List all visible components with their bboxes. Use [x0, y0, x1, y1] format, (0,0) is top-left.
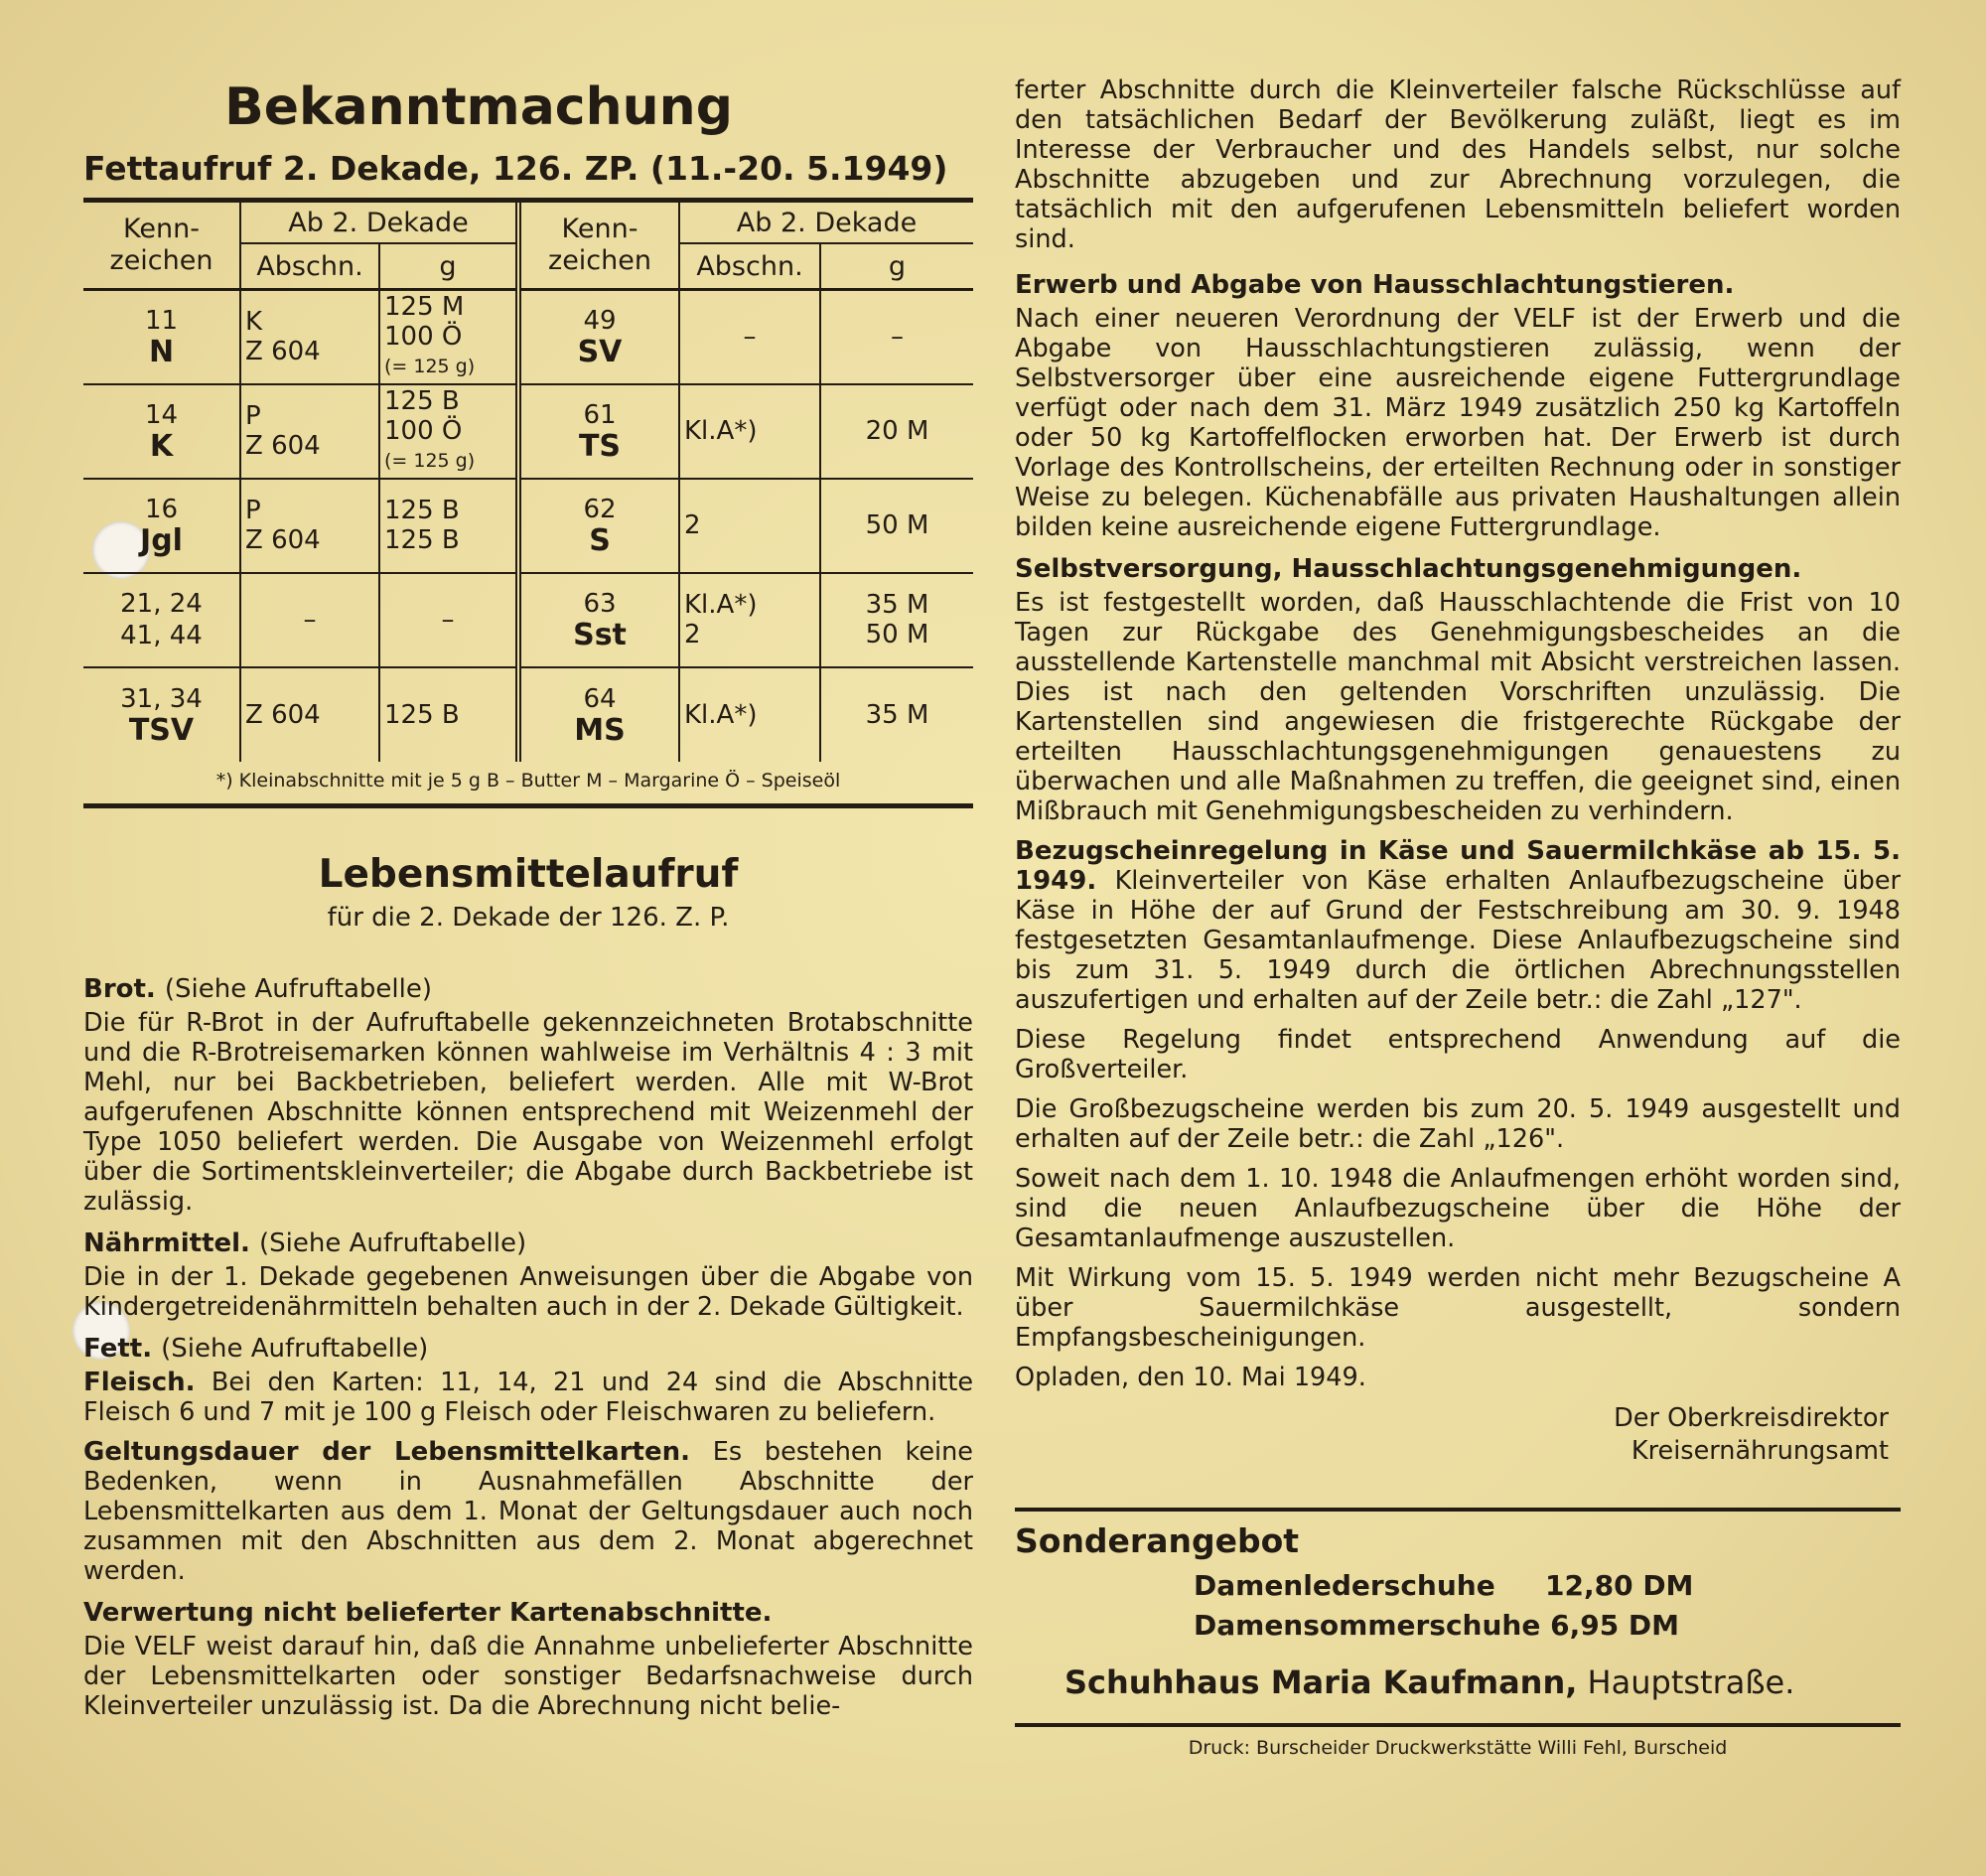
left-column: [83, 70, 973, 1731]
abschnitt-cell: P Z 604: [240, 384, 379, 479]
abschnitt-cell: Kl.A*): [679, 667, 820, 762]
table-row: [83, 384, 973, 479]
brot-heading: Brot. (Siehe Aufruftabelle): [83, 973, 432, 1004]
gram-cell: 125 B 125 B: [379, 479, 518, 573]
naehrmittel-paragraph: Die in der 1. Dekade gegebenen Anweisungen über die Abgabe von Kindergetreidenährmitteln behalten auch in der 2. Dekade Gültigkeit.: [83, 1261, 973, 1322]
ad-item: Damensommerschuhe 6,95 DM: [1194, 1609, 1680, 1642]
ab-dekade-header-left: Ab 2. Dekade: [240, 203, 518, 243]
page-title: Bekanntmachung: [224, 77, 733, 137]
lebensmittel-subtitle: für die 2. Dekade der 126. Z. P.: [327, 902, 730, 933]
bezugschein-paragraph: Bezugscheinregelung in Käse und Sauermilchkäse ab 15. 5. 1949. Kleinverteiler von Käse erhalten Anlaufbezugscheine über Käse in Höhe der auf Grund der Festschreibung am 30. 9. 1948 festgesetzten Gesamtanlaufmenge. Diese Anlaufbezugscheine sind bis zum 31. 5. 1949 durch die örtlichen Abrechnungsstellen auszufertigen und erhalten auf der Zeile betr.: die Zahl „127".: [1015, 836, 1901, 1015]
kennzeichen-cell: 62 S: [518, 479, 679, 573]
abschnitt-cell: –: [679, 290, 820, 384]
selbstversorgung-heading: Selbstversorgung, Hausschlachtungsgenehmigungen.: [1015, 554, 1802, 584]
table-footnote: *) Kleinabschnitte mit je 5 g B – Butter M – Margarine Ö – Speiseöl: [83, 762, 973, 808]
table-row: [83, 573, 973, 667]
erwerb-paragraph: Nach einer neueren Verordnung der VELF ist der Erwerb und die Abgabe von Hausschlachtungstieren zulässig, wenn der Selbstversorger über eine ausreichende eigene Futtergrundlage verfügt oder nach dem 31. März 1949 zusätzlich 250 kg Kartoffeln oder 50 kg Kartoffelflocken erworben hat. Der Erwerb ist durch Vorlage des Kontrollscheins, der erteilten Rechnung oder in sonstiger Weise zu belegen. Küchenabfälle aus privaten Haushaltungen allein bilden keine ausreichende eigene Futtergrundlage.: [1015, 304, 1901, 542]
ad-item: Damenlederschuhe 12,80 DM: [1194, 1569, 1694, 1602]
abschnitt-cell: K Z 604: [240, 290, 379, 384]
verwertung-paragraph: Die VELF weist darauf hin, daß die Annahme unbelieferter Abschnitte der Lebensmittelkarten oder sonstiger Bedarfsnachweise durch Kleinverteiler unzulässig ist. Da die Abrechnung nicht belie-: [83, 1631, 973, 1721]
ad-shop: Schuhhaus Maria Kaufmann, Hauptstraße.: [1064, 1663, 1795, 1701]
table-row: [83, 290, 973, 384]
gram-cell: –: [820, 290, 973, 384]
g-header-right: g: [820, 243, 973, 290]
kennzeichen-cell: 64 MS: [518, 667, 679, 762]
naehrmittel-heading: Nährmittel. (Siehe Aufruftabelle): [83, 1227, 527, 1258]
abschnitt-cell: Kl.A*) 2: [679, 573, 820, 667]
kenn-header-left: Kenn- zeichen: [83, 203, 240, 290]
kennzeichen-cell: 21, 24 41, 44: [120, 589, 203, 650]
abschnitt-cell: P Z 604: [240, 479, 379, 573]
gram-cell: 125 M 100 Ö (= 125 g): [379, 290, 518, 384]
regelung-paragraph: Diese Regelung findet entsprechend Anwendung auf die Großverteiler.: [1015, 1025, 1901, 1084]
abschnitt-cell: 2: [679, 479, 820, 573]
gram-cell: 50 M: [820, 479, 973, 573]
lebensmittel-title: Lebensmittelaufruf: [318, 851, 739, 897]
sauermilch-paragraph: Mit Wirkung vom 15. 5. 1949 werden nicht mehr Bezugscheine A über Sauermilchkäse ausgestellt, sondern Empfangsbescheinigungen.: [1015, 1263, 1901, 1353]
fat-ration-table: [83, 203, 973, 762]
right-column: [1015, 75, 1901, 1759]
abschnitt-cell: –: [240, 573, 379, 667]
abschnitt-cell: Z 604: [240, 667, 379, 762]
erwerb-heading: Erwerb und Abgabe von Hausschlachtungstieren.: [1015, 270, 1735, 300]
verwertung-heading: Verwertung nicht belieferter Kartenabschnitte.: [83, 1597, 773, 1628]
kennzeichen-cell: 49 SV: [518, 290, 679, 384]
g-header-left: g: [379, 243, 518, 290]
gram-cell: –: [379, 573, 518, 667]
kennzeichen-cell: 61 TS: [518, 384, 679, 479]
continuation-paragraph: ferter Abschnitte durch die Kleinverteiler falsche Rückschlüsse auf den tatsächlichen Bedarf der Bevölkerung zuläßt, liegt es im Interesse der Verbraucher und des Handels selbst, nur solche Abschnitte abzugeben und zur Abrechnung vorzulegen, die tatsächlich mit den aufgerufenen Lebensmitteln beliefert worden sind.: [1015, 75, 1901, 254]
gram-cell: 35 M 50 M: [820, 573, 973, 667]
gram-cell: 20 M: [820, 384, 973, 479]
kennzeichen-cell: 16 Jgl: [140, 495, 183, 558]
fett-heading: Fett. (Siehe Aufruftabelle): [83, 1333, 429, 1364]
ad-top-rule: [1015, 1508, 1901, 1512]
kenn-header-right: Kenn- zeichen: [518, 203, 679, 290]
anlaufmengen-paragraph: Soweit nach dem 1. 10. 1948 die Anlaufmengen erhöht worden sind, sind die neuen Anlaufbezugscheine über die Höhe der Gesamtanlaufmenge auszustellen.: [1015, 1164, 1901, 1253]
gram-cell: 125 B: [379, 667, 518, 762]
geltungsdauer-paragraph: Geltungsdauer der Lebensmittelkarten. Es bestehen keine Bedenken, wenn in Ausnahmefällen Abschnitte der Lebensmittelkarten aus dem 1. Monat der Geltungsdauer auch noch zusammen mit den Abschnitten aus dem 2. Monat abgerechnet werden.: [83, 1436, 973, 1586]
kennzeichen-cell: 11 N: [144, 306, 179, 370]
kennzeichen-cell: 14 K: [144, 400, 179, 464]
ab-dekade-header-right: Ab 2. Dekade: [679, 203, 973, 243]
gram-cell: 125 B 100 Ö (= 125 g): [379, 384, 518, 479]
place-date: Opladen, den 10. Mai 1949.: [1015, 1363, 1366, 1392]
fat-call-subtitle: Fettaufruf 2. Dekade, 126. ZP. (11.-20. 5.1949): [83, 149, 973, 203]
grossbezug-paragraph: Die Großbezugscheine werden bis zum 20. 5. 1949 ausgestellt und erhalten auf der Zeile betr.: die Zahl „126".: [1015, 1094, 1901, 1154]
table-row: [83, 667, 973, 762]
abschnitt-cell: Kl.A*): [679, 384, 820, 479]
fleisch-paragraph: Fleisch. Bei den Karten: 11, 14, 21 und 24 sind die Abschnitte Fleisch 6 und 7 mit je 100 g Fleisch oder Fleischwaren zu beliefern.: [83, 1367, 974, 1427]
abschn-header-left: Abschn.: [240, 243, 379, 290]
brot-paragraph: Die für R-Brot in der Aufruftabelle gekennzeichneten Brotabschnitte und die R-Brotreisemarken können wahlweise im Verhältnis 4 : 3 mit Mehl, nur bei Backbetrieben, beliefert werden. Alle mit W-Brot aufgerufenen Abschnitte können entsprechend mit Weizenmehl der Type 1050 beliefert werden. Die Ausgabe von Weizenmehl erfolgt über die Sortimentskleinverteiler; die Abgabe durch Backbetriebe ist zulässig.: [83, 1007, 973, 1217]
ad-title: Sonderangebot: [1015, 1521, 1300, 1560]
gram-cell: 35 M: [820, 667, 973, 762]
signature-amt: Kreisernährungsamt: [1631, 1436, 1889, 1466]
kennzeichen-cell: 31, 34 TSV: [120, 683, 203, 748]
table-row: [83, 479, 973, 573]
printer-imprint: Druck: Burscheider Druckwerkstätte Willi Fehl, Burscheid: [1188, 1737, 1728, 1759]
selbstversorgung-paragraph: Es ist festgestellt worden, daß Hausschlachtende die Frist von 10 Tagen zur Rückgabe des Genehmigungsbescheides an die ausstellende Kartenstelle manchmal mit Absicht verstreichen lassen. Dies ist nach den geltenden Vorschriften unzulässig. Die Kartenstellen sind angewiesen die fristgerechte Rückgabe der erteilten Hausschlachtungsgenehmigungen genauestens zu überwachen und alle Maßnahmen zu treffen, die geeignet sind, einen Mißbrauch mit Genehmigungsbescheiden zu verhindern.: [1015, 588, 1901, 826]
kennzeichen-cell: 63 Sst: [518, 573, 679, 667]
ad-bottom-rule: [1015, 1723, 1901, 1727]
abschn-header-right: Abschn.: [679, 243, 820, 290]
signature-oberkreisdirektor: Der Oberkreisdirektor: [1614, 1403, 1889, 1433]
